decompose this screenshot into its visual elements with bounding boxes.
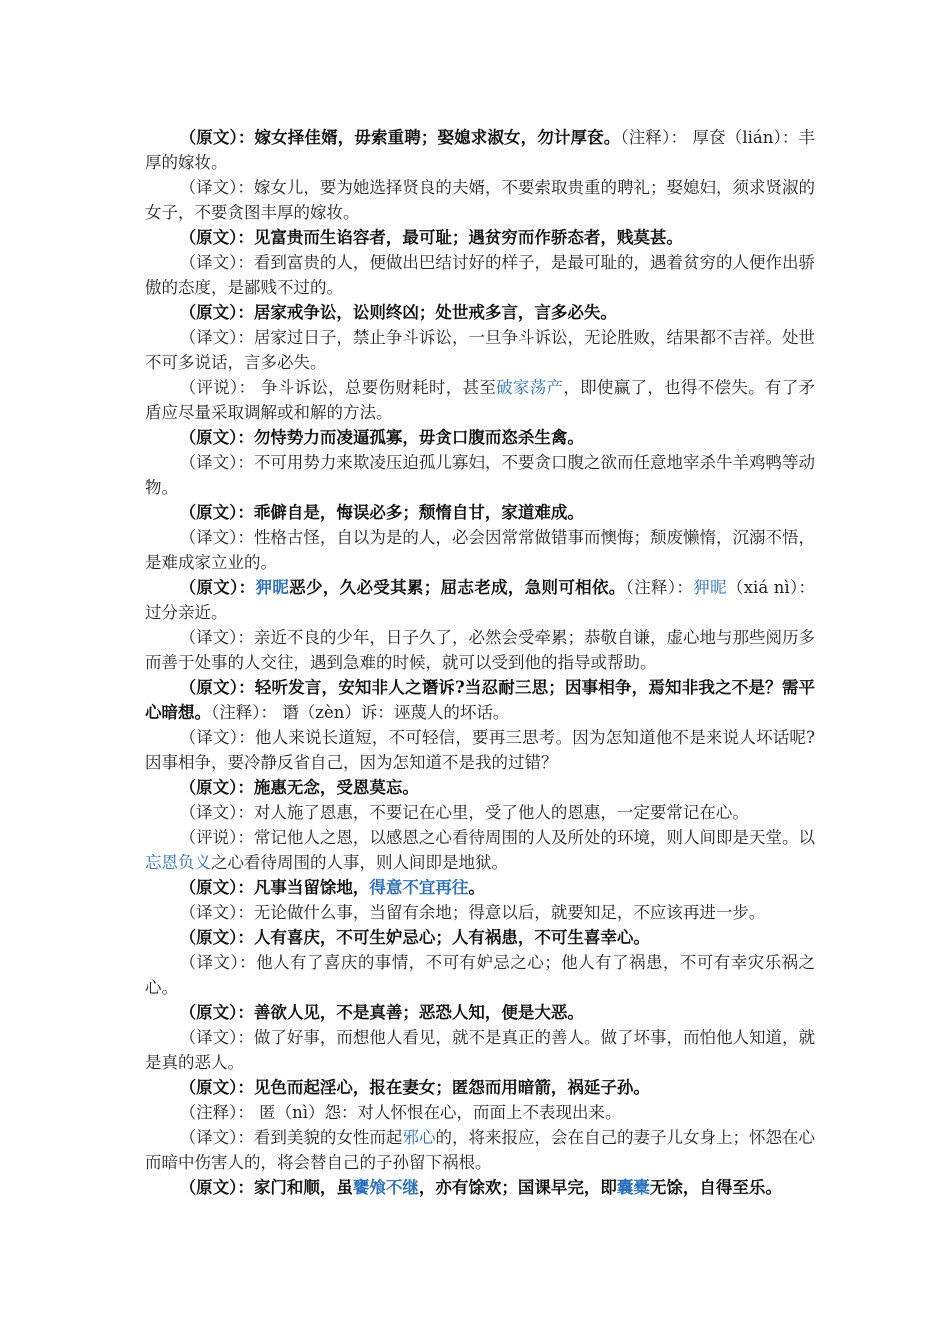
text-span: 无馀，自得至乐。 [649, 1178, 782, 1197]
term-link[interactable]: 得意不宜再往 [369, 878, 469, 897]
text-span: （注释）： 厚奁（lián）：丰厚的嫁妆。 [145, 128, 816, 172]
text-span: （注释）： 谮（zèn）诉：诬蔑人的坏话。 [211, 703, 510, 722]
original-text-paragraph [145, 300, 815, 325]
original-text-paragraph [145, 875, 815, 900]
original-text-paragraph [145, 1075, 815, 1100]
text-span: 。 [468, 878, 485, 897]
translation-paragraph [145, 800, 815, 825]
original-text-paragraph [145, 500, 815, 525]
translation-paragraph [145, 1025, 815, 1075]
original-text-paragraph [145, 675, 815, 725]
text-span: （原文）：施惠无念，受恩莫忘。 [179, 778, 419, 797]
text-span: （原文）：见色而起淫心，报在妻女；匿怨而用暗箭，祸延子孙。 [179, 1078, 650, 1097]
translation-paragraph [145, 900, 815, 925]
translation-paragraph [145, 375, 815, 425]
text-span: （评说）： 争斗诉讼，总要伤财耗时，甚至 [179, 378, 497, 397]
term-link[interactable]: 狎昵 [693, 578, 727, 597]
text-span: （译文）：性格古怪，自以为是的人，必会因常常做错事而懊悔；颓废懒惰，沉溺不悟，是难成家立业的。 [145, 528, 815, 572]
text-span: （译文）：不可用势力来欺凌压迫孤儿寡妇，不要贪口腹之欲而任意地宰杀牛羊鸡鸭等动物。 [145, 453, 815, 497]
text-span: （原文）：勿恃势力而凌逼孤寡，毋贪口腹而恣杀生禽。 [179, 428, 584, 447]
text-span: （译文）：看到富贵的人，便做出巴结讨好的样子，是最可耻的，遇着贫穷的人便作出骄傲的态度，是鄙贱不过的。 [145, 253, 815, 297]
text-span: （原文）：乖僻自是，悔误必多；颓惰自甘，家道难成。 [179, 503, 584, 522]
text-span: ，亦有馀欢；国课早完，即 [418, 1178, 617, 1197]
original-text-paragraph [145, 575, 815, 625]
translation-paragraph [145, 725, 815, 775]
text-span: 之心看待周围的人事，则人间即是地狱。 [211, 853, 508, 872]
text-span: （原文）：居家戒争讼，讼则终凶；处世戒多言，言多必失。 [179, 303, 617, 322]
term-link[interactable]: 破家荡产 [496, 378, 564, 397]
translation-paragraph [145, 950, 815, 1000]
translation-paragraph [145, 625, 815, 675]
text-span: ，即使赢了，也得不偿失。有了矛盾应尽量采取调解或和解的方法。 [145, 378, 816, 422]
text-span: （原文）：善欲人见，不是真善；恶恐人知，便是大恶。 [179, 1003, 584, 1022]
translation-paragraph [145, 450, 815, 500]
text-span: （译文）：无论做什么事，当留有余地；得意以后，就要知足，不应该再进一步。 [179, 903, 766, 922]
text-span: （译文）：他人有了喜庆的事情，不可有妒忌之心；他人有了祸患，不可有幸灾乐祸之心。 [145, 953, 815, 997]
translation-paragraph [145, 1125, 815, 1175]
original-text-paragraph [145, 1175, 815, 1200]
original-text-paragraph [145, 1000, 815, 1025]
translation-paragraph [145, 175, 815, 225]
text-span: （译文）：亲近不良的少年，日子久了，必然会受牵累；恭敬自谦，虚心地与那些阅历多而善于处事的人交往，遇到急难的时候，就可以受到他的指导或帮助。 [145, 628, 815, 672]
translation-paragraph [145, 525, 815, 575]
text-span: （原文）：家门和顺，虽 [179, 1178, 353, 1197]
text-span: 恶少，久必受其累；屈志老成，急则可相依。 [289, 578, 626, 597]
text-span: （译文）：对人施了恩惠，不要记在心里，受了他人的恩惠，一定要常记在心。 [179, 803, 749, 822]
document-body [145, 125, 815, 1200]
original-text-paragraph [145, 775, 815, 800]
text-span: （译文）：做了好事，而想他人看见，就不是真正的善人。做了坏事，而怕他人知道，就是真的恶人。 [145, 1028, 815, 1072]
text-span: （译文）：嫁女儿，要为她选择贤良的夫婿，不要索取贵重的聘礼；娶媳妇，须求贤淑的女子，不要贪图丰厚的嫁妆。 [145, 178, 815, 222]
translation-paragraph [145, 1100, 815, 1125]
text-span: （xiá nì）：过分亲近。 [145, 578, 816, 622]
original-text-paragraph [145, 925, 815, 950]
term-link[interactable]: 饔飧不继 [352, 1178, 419, 1197]
text-span: （原文）：嫁女择佳婿，毋索重聘；娶媳求淑女，勿计厚奁。 [179, 128, 621, 147]
text-span: （原文）：凡事当留馀地， [179, 878, 370, 897]
text-span: （注释）： [625, 578, 694, 597]
term-link[interactable]: 囊橐 [616, 1178, 650, 1197]
translation-paragraph [145, 250, 815, 300]
original-text-paragraph [145, 225, 815, 250]
text-span: （原文）： [179, 578, 256, 597]
term-link[interactable]: 邪心 [402, 1128, 436, 1147]
text-span: （注释）： 匿（nì）怨：对人怀恨在心，而面上不表现出来。 [179, 1103, 622, 1122]
translation-paragraph [145, 825, 815, 875]
text-span: （译文）：居家过日子，禁止争斗诉讼，一旦争斗诉讼，无论胜败，结果都不吉祥。处世不可多说话，言多必失。 [145, 328, 815, 372]
text-span: 的，将来报应，会在自己的妻子儿女身上；怀怨在心而暗中伤害人的，将会替自己的子孙留下祸根。 [145, 1128, 816, 1172]
term-link[interactable]: 忘恩负义 [145, 853, 211, 872]
text-span: （原文）：人有喜庆，不可生妒忌心；人有祸患，不可生喜幸心。 [179, 928, 650, 947]
text-span: （原文）：见富贵而生谄容者，最可耻；遇贫穷而作骄态者，贱莫甚。 [179, 228, 683, 247]
text-span: （评说）：常记他人之恩，以感恩之心看待周围的人及所处的环境，则人间即是天堂。以 [179, 828, 815, 847]
term-link[interactable]: 狎昵 [255, 578, 290, 597]
original-text-paragraph [145, 425, 815, 450]
text-span: （译文）：他人来说长道短，不可轻信，要再三思考。因为怎知道他不是来说人坏话呢?因事相争，要冷静反省自己，因为怎知道不是我的过错？ [145, 728, 815, 772]
translation-paragraph [145, 325, 815, 375]
original-text-paragraph [145, 125, 815, 175]
text-span: （译文）：看到美貌的女性而起 [179, 1128, 403, 1147]
text-span: （原文）：轻听发言，安知非人之谮诉?当忍耐三思；因事相争，焉知非我之不是？需平心暗想。 [145, 678, 815, 722]
